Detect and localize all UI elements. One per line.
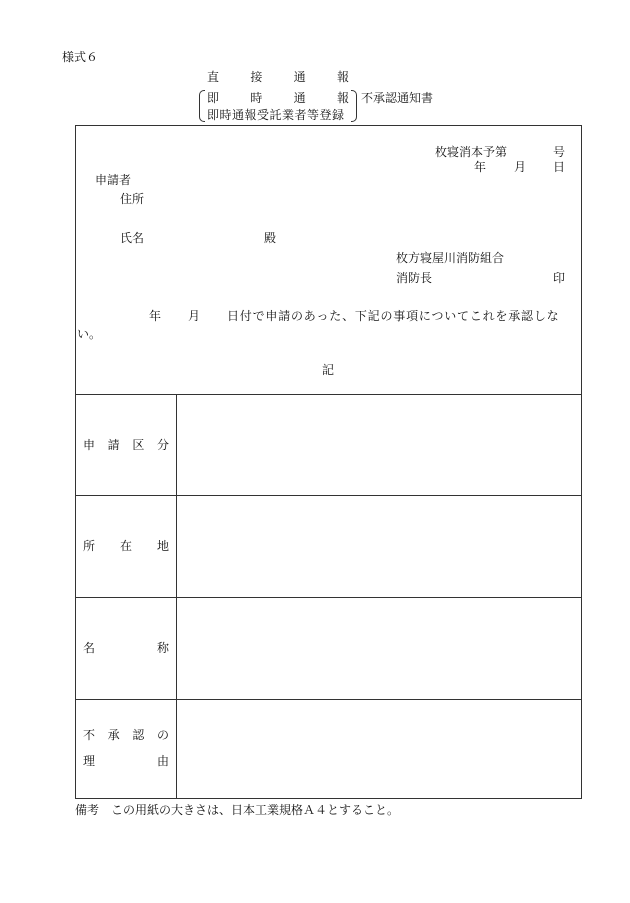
date-year: 年 — [474, 160, 487, 174]
row-label-disapproval-line2: 理 由 — [83, 754, 169, 768]
body-line2: い。 — [77, 327, 102, 341]
row-divider — [76, 495, 581, 496]
honorific: 殿 — [264, 231, 277, 245]
form-box — [75, 125, 582, 799]
doc-number-suffix: 号 — [553, 145, 566, 159]
issuer-title: 消防長 — [396, 271, 433, 285]
table-column-divider — [176, 394, 177, 798]
row-label-disapproval-line1: 不 承 認 の — [83, 728, 169, 742]
table-top-border — [76, 394, 581, 395]
doc-number-label: 枚寝消本予第 — [435, 145, 508, 159]
footnote: 備考 この用紙の大きさは、日本工業規格Ａ４とすること。 — [75, 803, 400, 817]
body-month: 月 — [188, 309, 201, 323]
title-option-registration: 即時通報受託業者等登録 — [207, 108, 345, 122]
issuer-seal: 印 — [553, 271, 566, 285]
date-month: 月 — [514, 160, 527, 174]
row-label-name: 名 称 — [83, 641, 169, 655]
title-suffix: 不承認通知書 — [361, 91, 434, 105]
title-left-bracket — [199, 90, 205, 122]
address-label: 住所 — [120, 192, 145, 206]
title-option-direct: 直 接 通 報 — [207, 70, 349, 84]
applicant-label: 申請者 — [95, 173, 132, 187]
body-line1: 日付で申請のあった、下記の事項についてこれを承認しな — [227, 309, 560, 323]
title-right-bracket — [351, 90, 357, 122]
row-label-location: 所 在 地 — [83, 539, 169, 553]
row-divider — [76, 699, 581, 700]
issuer-org: 枚方寝屋川消防組合 — [396, 251, 505, 265]
body-year: 年 — [149, 309, 162, 323]
name-label: 氏名 — [120, 231, 145, 245]
ki-label: 記 — [322, 363, 335, 377]
row-label-application-category: 申 請 区 分 — [83, 438, 169, 452]
row-divider — [76, 597, 581, 598]
title-option-immediate: 即 時 通 報 — [207, 91, 349, 105]
form-number: 様式６ — [62, 50, 99, 64]
date-day: 日 — [553, 160, 566, 174]
